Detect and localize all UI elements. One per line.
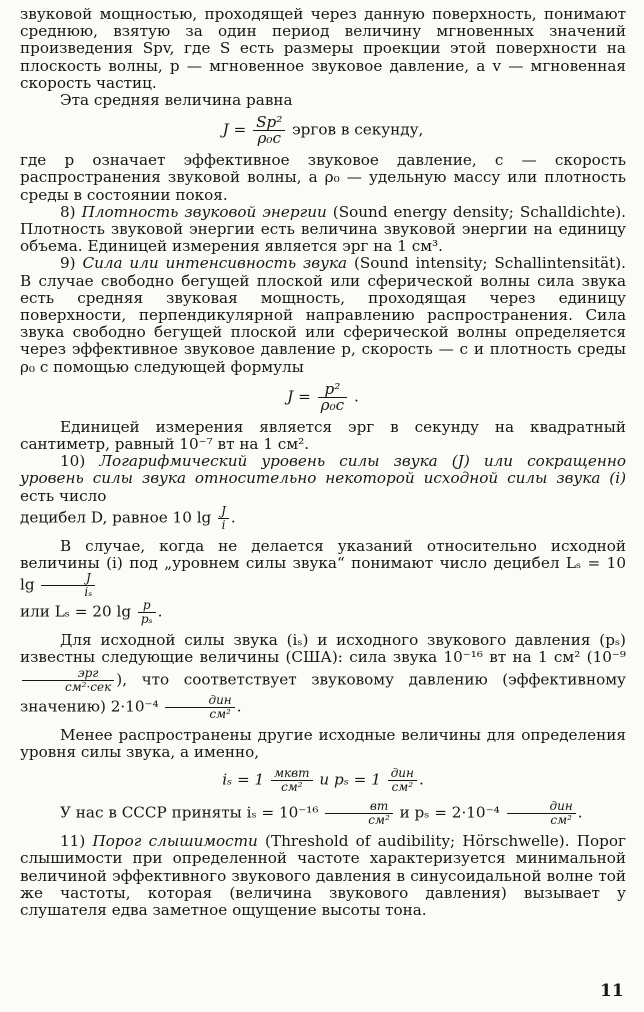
- fraction-numerator: Sp²: [253, 115, 285, 131]
- formula-end: .: [230, 508, 236, 527]
- formula-fraction: [138, 599, 156, 626]
- formula-end: .: [418, 770, 424, 789]
- fraction-numerator: дин: [388, 767, 417, 781]
- paragraph-text: У нас в СССР приняты iₛ = 10⁻¹⁶: [60, 803, 319, 822]
- fraction-denominator: ρ₀c: [257, 129, 281, 148]
- item-number: 9): [60, 254, 76, 273]
- paragraph-average: Эта средняя величина равна: [60, 91, 293, 110]
- fraction-denominator: pₛ: [140, 612, 153, 627]
- paragraph-log-level-formula: [20, 505, 626, 532]
- formula-end: .: [157, 602, 163, 621]
- fraction-denominator: см²: [550, 813, 572, 828]
- page-number: 11: [600, 981, 624, 1001]
- formula-intensity: [20, 379, 626, 414]
- paragraph-text: и pₛ = 2·10⁻⁴: [399, 803, 500, 822]
- formula-fraction: [22, 667, 114, 694]
- item-text: (Threshold of audibility; Hörschwelle). Порог слышимости при определенной частоте характеризуется минимальной величиной эффективного звукового давления в синусоидальной волне той же частоты, которая (величина звукового давления) вызывает у слушателя едва заметное ощущение высоты тона.: [20, 832, 626, 919]
- formula-end: .: [354, 387, 359, 406]
- formula-fraction: [507, 800, 576, 827]
- fraction-denominator: см²: [209, 706, 231, 721]
- fraction-denominator: см²: [368, 813, 390, 828]
- item-text: есть число: [20, 486, 107, 505]
- item-text: (Sound energy density; Schalldichte). Плотность звуковой энергии есть величина звуковой энергии на единицу объема. Единицей измерения является эрг на 1 см³.: [20, 202, 627, 256]
- body-text: [20, 6, 626, 919]
- fraction-numerator: p²: [318, 382, 348, 398]
- formula-text: децибел D, равное 10 lg: [20, 508, 212, 527]
- paragraph-intensity: [20, 255, 626, 375]
- fraction-numerator: дин: [165, 694, 234, 708]
- fraction-denominator: ρ₀c: [320, 395, 345, 414]
- paragraph-unit: Единицей измерения является эрг в секунду на квадратный сантиметр, равный 10⁻⁷ вт на 1 см².: [20, 417, 626, 454]
- paragraph-other-values: Менее распространены другие исходные величины для определения уровня силы звука, а именно,: [20, 725, 626, 761]
- paragraph-text: В случае, когда не делается указаний относительно исходной величины (i) под „уровнем силы звука“ понимают число децибел Lₛ = 10 lg: [20, 536, 626, 594]
- item-number: 8): [60, 202, 76, 221]
- term-intensity: Сила или интенсивность звука: [82, 254, 348, 273]
- formula-end: .: [577, 803, 583, 822]
- formula-fraction: [41, 572, 95, 599]
- fraction-denominator: см²: [281, 780, 303, 795]
- paragraph-reference-values: [20, 632, 626, 720]
- fraction-numerator: дин: [507, 800, 576, 814]
- formula-fraction: [325, 800, 392, 827]
- paragraph-ussr-values: [20, 800, 626, 827]
- formula-fraction: [271, 767, 312, 794]
- fraction-numerator: мквт: [271, 767, 312, 781]
- term-threshold: Порог слышимости: [92, 832, 258, 851]
- formula-fraction: [218, 505, 229, 532]
- item-number: 10): [60, 452, 86, 471]
- formula-fraction: [318, 379, 348, 414]
- formula-fraction: [253, 115, 285, 146]
- formula-text: iₛ = 1: [222, 770, 265, 789]
- fraction-denominator: см²: [391, 780, 414, 795]
- formula-fraction: [165, 694, 234, 721]
- term-log-level: Логарифмический уровень силы звука (J) или сокращенно уровень силы звука относительно некоторой исходной силы звука (i): [20, 452, 627, 488]
- paragraph-text: ), что соответствует звуковому давлению (эффективному: [116, 670, 626, 689]
- formula-units: эргов в секунду,: [292, 120, 424, 139]
- paragraph-where: где p означает эффективное звуковое давление, c — скорость распространения звуковой волны, а ρ₀ — удельную массу или плотность среды в состоянии покоя.: [20, 151, 626, 204]
- paragraph-threshold: [20, 833, 626, 919]
- paragraph-level-alt: [20, 599, 626, 626]
- paragraph-energy-density: [20, 204, 626, 256]
- paragraph-text: Для исходной силы звука (iₛ) и исходного звукового давления (pₛ) известны следующие величины (США): сила звука 10⁻¹⁶ вт на 1 см²: [20, 631, 626, 667]
- fraction-numerator: J: [41, 572, 95, 586]
- term-energy-density: Плотность звуковой энергии: [81, 202, 327, 221]
- formula-other-values: [20, 767, 626, 794]
- fraction-numerator: J: [218, 505, 229, 519]
- paragraph-level-definition: [20, 538, 626, 599]
- formula-lhs: J =: [287, 387, 311, 406]
- fraction-denominator: см²·сек: [65, 679, 112, 694]
- formula-power: [20, 115, 626, 146]
- fraction-denominator: iₛ: [84, 585, 93, 600]
- paragraph-intro: звуковой мощностью, проходящей через данную поверхность, понимают среднюю, взятую за один период величину мгновенных значений произведения Spv, где S есть размеры проекции этой поверхности на плоскость волны, p — мгновенное звуковое давление, а v — мгновенная скорость частиц.: [20, 5, 626, 92]
- formula-text: или Lₛ = 20 lg: [20, 602, 132, 621]
- paragraph-log-level: [20, 453, 626, 505]
- formula-end: .: [236, 697, 242, 716]
- paragraph-text: (10⁻⁹: [586, 648, 626, 667]
- fraction-numerator: p: [138, 599, 156, 613]
- formula-lhs: J =: [222, 120, 247, 139]
- fraction-numerator: эрг: [22, 667, 114, 681]
- fraction-denominator: i: [221, 517, 226, 532]
- formula-fraction: [388, 767, 417, 794]
- item-text: (Sound intensity; Schallintensität). В случае свободно бегущей плоской или сферической волны сила звука есть средняя звуковая мощность, проходящая через единицу поверхности, перпендикулярной направлению распространения. Сила звука свободно бегущей плоской или сферической волны определяется через эффективное звуковое давление p, скорость — c и плотность среды ρ₀ с помощью следующей формулы: [20, 254, 627, 376]
- fraction-numerator: вт: [325, 800, 392, 814]
- item-number: 11): [60, 832, 86, 851]
- formula-text: и pₛ = 1: [319, 770, 381, 789]
- paragraph-text: значению) 2·10⁻⁴: [20, 697, 159, 716]
